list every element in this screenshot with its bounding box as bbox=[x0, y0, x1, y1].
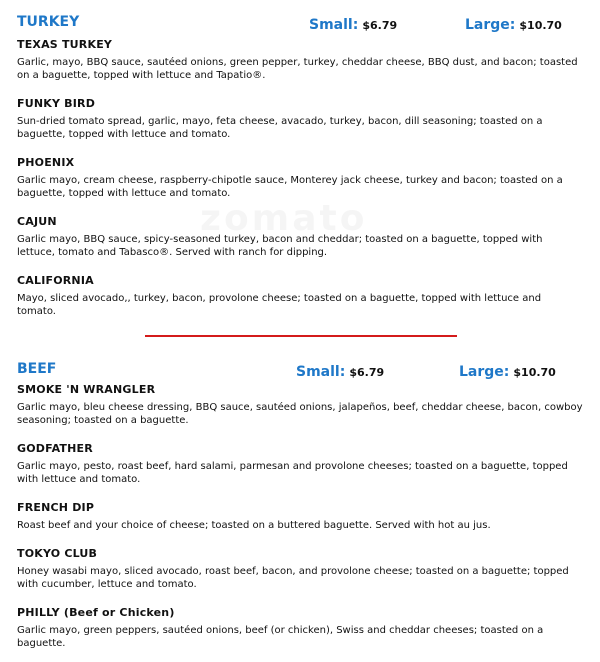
menu-item bbox=[17, 442, 583, 486]
item-name: TOKYO CLUB bbox=[17, 547, 98, 560]
item-description: Garlic mayo, bleu cheese dressing, BBQ sauce, sautéed onions, jalapeños, beef, cheddar cheese, bacon, cowboy seasoning; toasted on a baguette. bbox=[17, 402, 583, 426]
item-description: Garlic mayo, green peppers, sautéed onions, beef (or chicken), Swiss and cheddar cheeses; toasted on a baguette. bbox=[17, 625, 544, 649]
small-amount: $6.79 bbox=[349, 366, 385, 379]
section-title: TURKEY bbox=[17, 14, 80, 30]
large-amount: $10.70 bbox=[513, 366, 556, 379]
large-label: Large: bbox=[465, 17, 516, 33]
small-amount: $6.79 bbox=[362, 19, 398, 32]
item-description: Roast beef and your choice of cheese; toasted on a buttered baguette. Served with hot au jus. bbox=[17, 520, 491, 531]
small-price bbox=[309, 14, 397, 33]
small-price bbox=[296, 361, 384, 380]
item-description: Garlic mayo, cream cheese, raspberry-chipotle sauce, Monterey jack cheese, turkey and bacon; toasted on a baguette, topped with lettuce and tomato. bbox=[17, 175, 563, 199]
item-name: GODFATHER bbox=[17, 442, 93, 455]
item-description: Mayo, sliced avocado,, turkey, bacon, provolone cheese; toasted on a baguette, topped with lettuce and tomato. bbox=[17, 293, 542, 317]
item-description: Garlic, mayo, BBQ sauce, sautéed onions, green pepper, turkey, cheddar cheese, BBQ dust, and bacon; toasted on a baguette, topped with lettuce and Tapatio®. bbox=[17, 57, 578, 81]
item-name: PHOENIX bbox=[17, 156, 75, 169]
turkey-header bbox=[0, 14, 600, 36]
turkey-section bbox=[0, 14, 600, 318]
menu-item bbox=[17, 501, 583, 532]
small-label: Small: bbox=[309, 17, 359, 33]
item-description: Garlic mayo, pesto, roast beef, hard salami, parmesan and provolone cheeses; toasted on a baguette, topped with lettuce and tomato. bbox=[17, 461, 568, 485]
menu-item bbox=[17, 274, 583, 318]
item-description: Sun-dried tomato spread, garlic, mayo, feta cheese, avacado, turkey, bacon, dill seasoning; toasted on a baguette, topped with lettuce and tomato. bbox=[17, 116, 543, 140]
item-name: PHILLY (Beef or Chicken) bbox=[17, 606, 175, 619]
large-price bbox=[465, 14, 562, 33]
menu-item bbox=[17, 215, 583, 259]
item-name: CAJUN bbox=[17, 215, 57, 228]
menu-item bbox=[17, 547, 583, 591]
large-price bbox=[459, 361, 556, 380]
menu-item bbox=[17, 606, 583, 650]
item-name: SMOKE 'N WRANGLER bbox=[17, 383, 156, 396]
item-name: TEXAS TURKEY bbox=[17, 38, 113, 51]
large-label: Large: bbox=[459, 364, 510, 380]
section-title: BEEF bbox=[17, 361, 57, 377]
item-description: Garlic mayo, BBQ sauce, spicy-seasoned turkey, bacon and cheddar; toasted on a baguette, topped with lettuce, tomato and Tabasco®. Served with ranch for dipping. bbox=[17, 234, 543, 258]
item-description: Honey wasabi mayo, sliced avocado, roast beef, bacon, and provolone cheese; toasted on a baguette; topped with cucumber, lettuce and tomato. bbox=[17, 566, 569, 590]
item-name: FUNKY BIRD bbox=[17, 97, 96, 110]
beef-section bbox=[0, 361, 600, 650]
small-label: Small: bbox=[296, 364, 346, 380]
beef-header bbox=[0, 361, 600, 383]
menu-item bbox=[17, 383, 583, 427]
item-name: FRENCH DIP bbox=[17, 501, 95, 514]
item-name: CALIFORNIA bbox=[17, 274, 94, 287]
section-divider bbox=[145, 335, 457, 337]
large-amount: $10.70 bbox=[519, 19, 562, 32]
menu-item bbox=[17, 97, 583, 141]
menu-item bbox=[17, 38, 583, 82]
menu-item bbox=[17, 156, 583, 200]
